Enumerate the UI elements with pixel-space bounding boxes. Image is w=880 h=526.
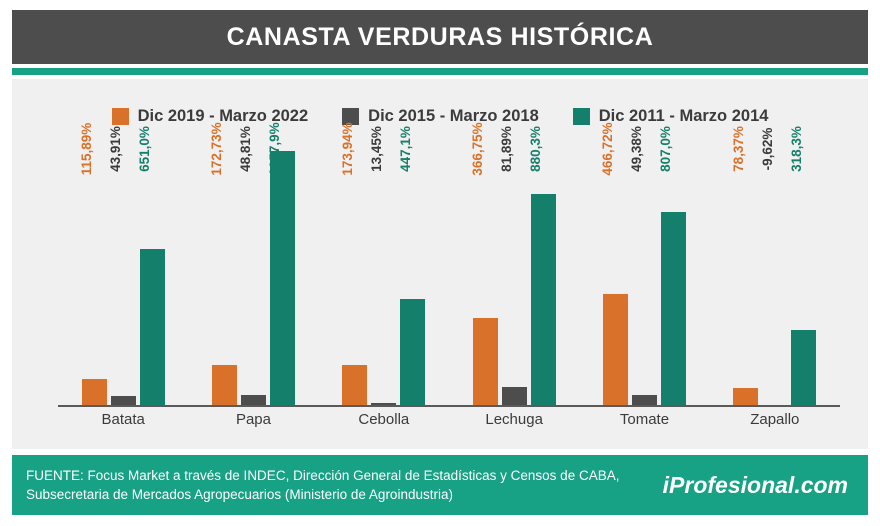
chart-legend [12, 107, 868, 126]
bar-orange-cebolla[interactable] [342, 365, 367, 407]
category-labels [58, 411, 840, 428]
bar-value-label: 807,0% [658, 126, 674, 172]
x-axis-line [58, 405, 840, 407]
bar-wrap [368, 126, 396, 407]
bar-value-label: 49,38% [629, 126, 645, 172]
bar-wrap [238, 126, 266, 407]
bar-orange-tomate[interactable] [603, 294, 628, 407]
bar-wrap [730, 126, 758, 407]
bar-value-label: 880,3% [528, 126, 544, 172]
bar-value-label: 466,72% [600, 122, 616, 176]
bar-value-label: 173,94% [339, 122, 355, 176]
category-label-zapallo: Zapallo [750, 411, 800, 428]
bar-group-cebolla [325, 122, 443, 407]
bar-gray-lechuga[interactable] [502, 387, 527, 407]
bar-value-label: 115,89% [79, 122, 95, 176]
bar-orange-papa[interactable] [212, 365, 237, 407]
legend-label: Dic 2019 - Marzo 2022 [137, 107, 309, 125]
legend-label: Dic 2011 - Marzo 2014 [598, 107, 769, 125]
bar-value-label: 43,91% [108, 126, 124, 172]
source-note-line2: Subsecretaria de Mercados Agropecuarios (Ministerio de Agroindustria) [26, 487, 453, 502]
bar-value-label: 81,89% [499, 126, 515, 172]
bar-value-label: 78,37% [730, 126, 746, 172]
bar-orange-batata[interactable] [82, 379, 107, 407]
bar-wrap [267, 122, 295, 407]
bar-orange-lechuga[interactable] [473, 318, 498, 407]
header-accent-rule [12, 68, 868, 75]
bar-value-label: 1057,9% [267, 122, 283, 176]
plot-area [58, 122, 840, 407]
bar-wrap [79, 122, 107, 407]
bar-value-label: 48,81% [238, 126, 254, 172]
category-label-tomate: Tomate [619, 411, 670, 428]
bar-wrap [470, 122, 498, 407]
bar-value-label: 13,45% [368, 126, 384, 172]
category-label-papa: Papa [235, 411, 271, 428]
page-title: CANASTA VERDURAS HISTÓRICA [226, 22, 654, 51]
legend-item [342, 107, 539, 126]
bar-value-label: 447,1% [397, 126, 413, 172]
bar-wrap [759, 127, 787, 407]
legend-swatch-teal [573, 108, 590, 125]
bar-wrap [339, 122, 367, 407]
category-label-cebolla: Cebolla [358, 411, 410, 428]
bar-group-batata [64, 122, 182, 407]
bar-teal-zapallo[interactable] [791, 330, 816, 407]
bar-wrap [499, 126, 527, 407]
bar-groups [58, 122, 840, 407]
bar-wrap [788, 126, 816, 407]
bar-value-label: 172,73% [209, 122, 225, 176]
footer-bar [12, 455, 868, 515]
bar-wrap [137, 126, 165, 407]
bar-wrap [108, 126, 136, 407]
bar-teal-cebolla[interactable] [400, 299, 425, 407]
chart-panel [12, 79, 868, 449]
bar-teal-batata[interactable] [140, 249, 165, 407]
bar-teal-lechuga[interactable] [531, 194, 556, 407]
bar-value-label: 318,3% [788, 126, 804, 172]
category-label-lechuga: Lechuga [485, 411, 543, 428]
bar-wrap [528, 126, 556, 407]
brand-logo: iProfesional.com [662, 471, 848, 498]
bar-group-zapallo [716, 126, 834, 407]
source-note-line1: FUENTE: Focus Market a través de INDEC, Dirección General de Estadísticas y Censos de CABA, [26, 468, 620, 483]
bar-wrap [209, 122, 237, 407]
bar-group-tomate [585, 122, 703, 407]
bar-wrap [658, 126, 686, 407]
bar-teal-tomate[interactable] [661, 212, 686, 407]
bar-group-lechuga [455, 122, 573, 407]
bar-teal-papa[interactable] [270, 151, 295, 407]
legend-swatch-orange [112, 108, 129, 125]
bar-value-label: 651,0% [137, 126, 153, 172]
bar-value-label: -9,62% [759, 127, 775, 171]
bar-value-label: 366,75% [470, 122, 486, 176]
bar-wrap [600, 122, 628, 407]
source-note [26, 466, 619, 504]
bar-wrap [629, 126, 657, 407]
bar-group-papa [194, 122, 312, 407]
bar-wrap [397, 126, 425, 407]
legend-label: Dic 2015 - Marzo 2018 [368, 107, 539, 125]
category-label-batata: Batata [101, 411, 145, 428]
header-bar [12, 10, 868, 64]
